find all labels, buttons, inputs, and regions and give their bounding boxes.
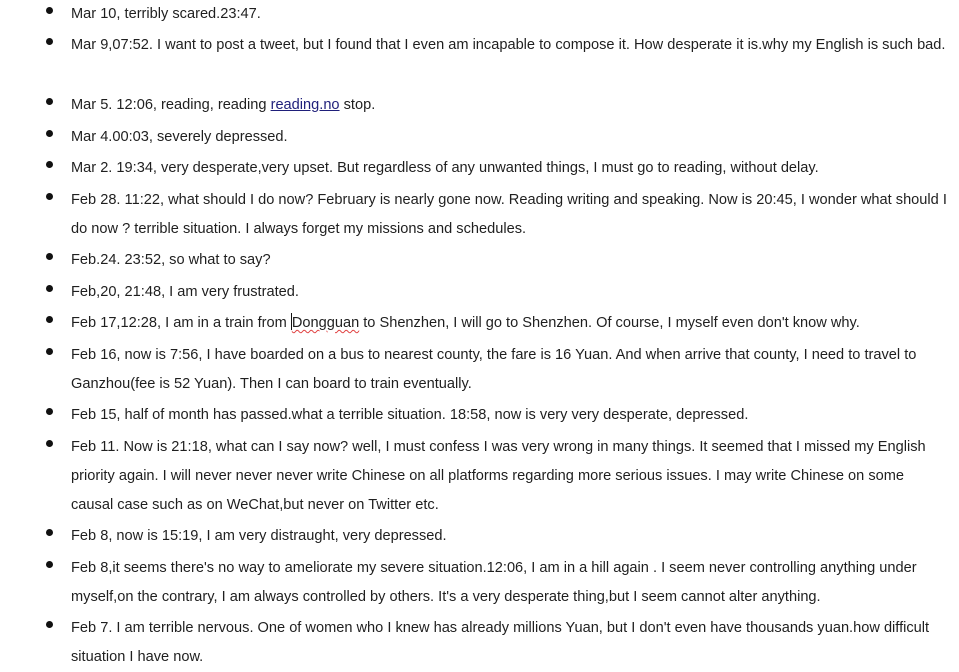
entry-text: Mar 4.00:03, severely depressed. — [71, 129, 288, 145]
bullet-icon — [46, 193, 53, 200]
entry-text: Feb 28. 11:22, what should I do now? February is nearly gone now. Reading writing and speaking. Now is 20:45, I wonder what should I do now ? terrible situation. I always forget my missions and schedules. — [71, 192, 947, 237]
entry-text: Feb 8,it seems there's no way to ameliorate my severe situation.12:06, I am in a hill again . I seem never controlling anything under myself,on the contrary, I am always controlled by others. It's a very desperate thing,but I seem cannot alter anything. — [71, 560, 917, 605]
bullet-icon — [46, 408, 53, 415]
spellcheck-flagged-word[interactable]: Dongguan — [291, 315, 360, 331]
bullet-icon — [46, 98, 53, 105]
entry-text: Feb 7. I am terrible nervous. One of women who I knew has already millions Yuan, but I don't even have thousands yuan.how difficult situation I have now. — [71, 620, 930, 665]
bullet-icon — [46, 348, 53, 355]
entry-text-after: to Shenzhen, I will go to Shenzhen. Of course, I myself even don't know why. — [359, 315, 860, 331]
entry-text-after: stop. — [339, 97, 376, 113]
bullet-icon — [46, 621, 53, 628]
entry-text: Feb 8, now is 15:19, I am very distraught, very depressed. — [71, 528, 447, 544]
bullet-icon — [46, 38, 53, 45]
entry-text-before: Mar 5. 12:06, reading, reading — [71, 97, 271, 113]
bullet-icon — [46, 561, 53, 568]
entry-text: Mar 10, terribly scared.23:47. — [71, 6, 261, 22]
bullet-icon — [46, 130, 53, 137]
bullet-icon — [46, 253, 53, 260]
entry-text — [71, 309, 947, 338]
bullet-icon — [46, 316, 53, 323]
bullet-icon — [46, 161, 53, 168]
entry-text: Feb,20, 21:48, I am very frustrated. — [71, 284, 299, 300]
entry-text-before: Feb 17,12:28, I am in a train from — [71, 315, 291, 331]
entry-text: Feb 16, now is 7:56, I have boarded on a bus to nearest county, the fare is 16 Yuan. And when arrive that county, I need to travel to Ganzhou(fee is 52 Yuan). Then I can board to train eventually. — [71, 347, 917, 392]
entry-text — [71, 91, 947, 120]
bullet-icon — [46, 529, 53, 536]
entry-text: Feb 11. Now is 21:18, what can I say now? well, I must confess I was very wrong in many things. It seemed that I missed my English priority again. I will never never never write Chinese on all platforms regarding more serious issues. I may write Chinese on some causal case such as on WeChat,but never on Twitter etc. — [71, 439, 926, 513]
entry-text: Mar 2. 19:34, very desperate,very upset. But regardless of any unwanted things, I must go to reading, without delay. — [71, 160, 819, 176]
bullet-icon — [46, 440, 53, 447]
entry-text: Feb 15, half of month has passed.what a terrible situation. 18:58, now is very very desperate, depressed. — [71, 407, 749, 423]
bullet-icon — [46, 285, 53, 292]
entry-text: Mar 9,07:52. I want to post a tweet, but I found that I even am incapable to compose it. How desperate it is.why my English is such bad. — [71, 37, 946, 53]
entry-text: Feb.24. 23:52, so what to say? — [71, 252, 271, 268]
bullet-icon — [46, 7, 53, 14]
reading-link[interactable]: reading.no — [270, 97, 340, 113]
